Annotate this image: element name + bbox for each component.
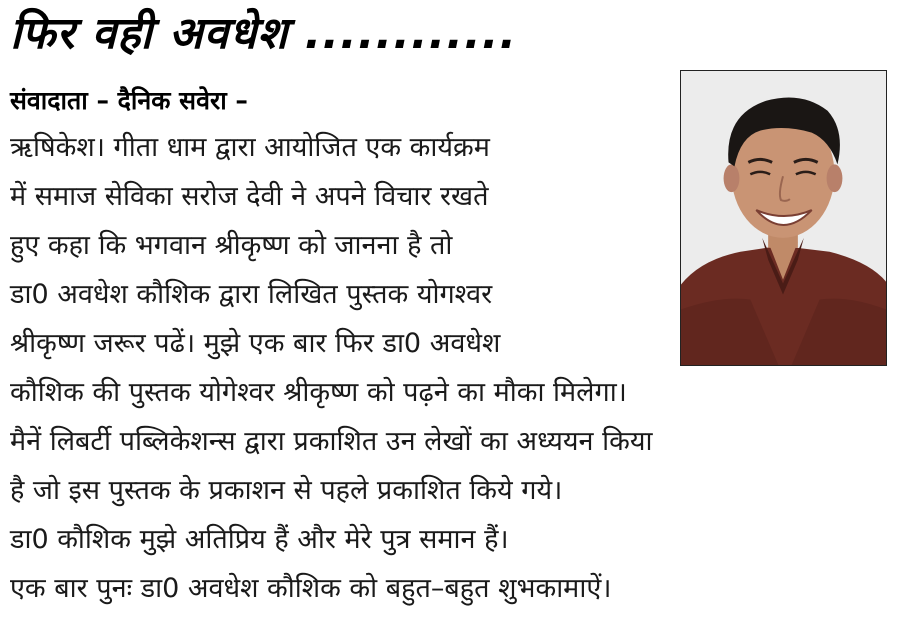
headline: फिर वही अवधेश ............ [10,8,518,59]
article-line-10: एक बार पुनः डा0 अवधेश कौशिक को बहुत–बहुत शुभकामाऐं। [10,573,612,604]
article-line-2: में समाज सेविका सरोज देवी ने अपने विचार रखते [10,181,489,212]
portrait-illustration [681,71,886,365]
article-line-8: है जो इस पुस्तक के प्रकाशन से पहले प्रकाशित किये गये। [10,475,563,506]
article-line-7: मैनें लिबर्टी पब्लिकेशन्स द्वारा प्रकाशित उन लेखों का अध्ययन किया [10,426,653,457]
article-line-5: श्रीकृष्ण जरूर पढें। मुझे एक बार फिर डा0 अवधेश [10,328,501,359]
article-line-6: कौशिक की पुस्तक योगेश्वर श्रीकृष्ण को पढ़ने का मौका मिलेगा। [10,377,627,408]
article-line-3: हुए कहा कि भगवान श्रीकृष्ण को जानना है तो [10,230,453,261]
article-line-9: डा0 कौशिक मुझे अतिप्रिय हैं और मेरे पुत्र समान हैं। [10,524,509,555]
portrait-photo [680,70,887,366]
byline: संवादाता – दैनिक सवेरा – [10,86,248,115]
article-line-4: डा0 अवधेश कौशिक द्वारा लिखित पुस्तक योगश्वर [10,279,493,310]
article-line-1: ऋषिकेश। गीता धाम द्वारा आयोजित एक कार्यक्रम [10,132,490,163]
